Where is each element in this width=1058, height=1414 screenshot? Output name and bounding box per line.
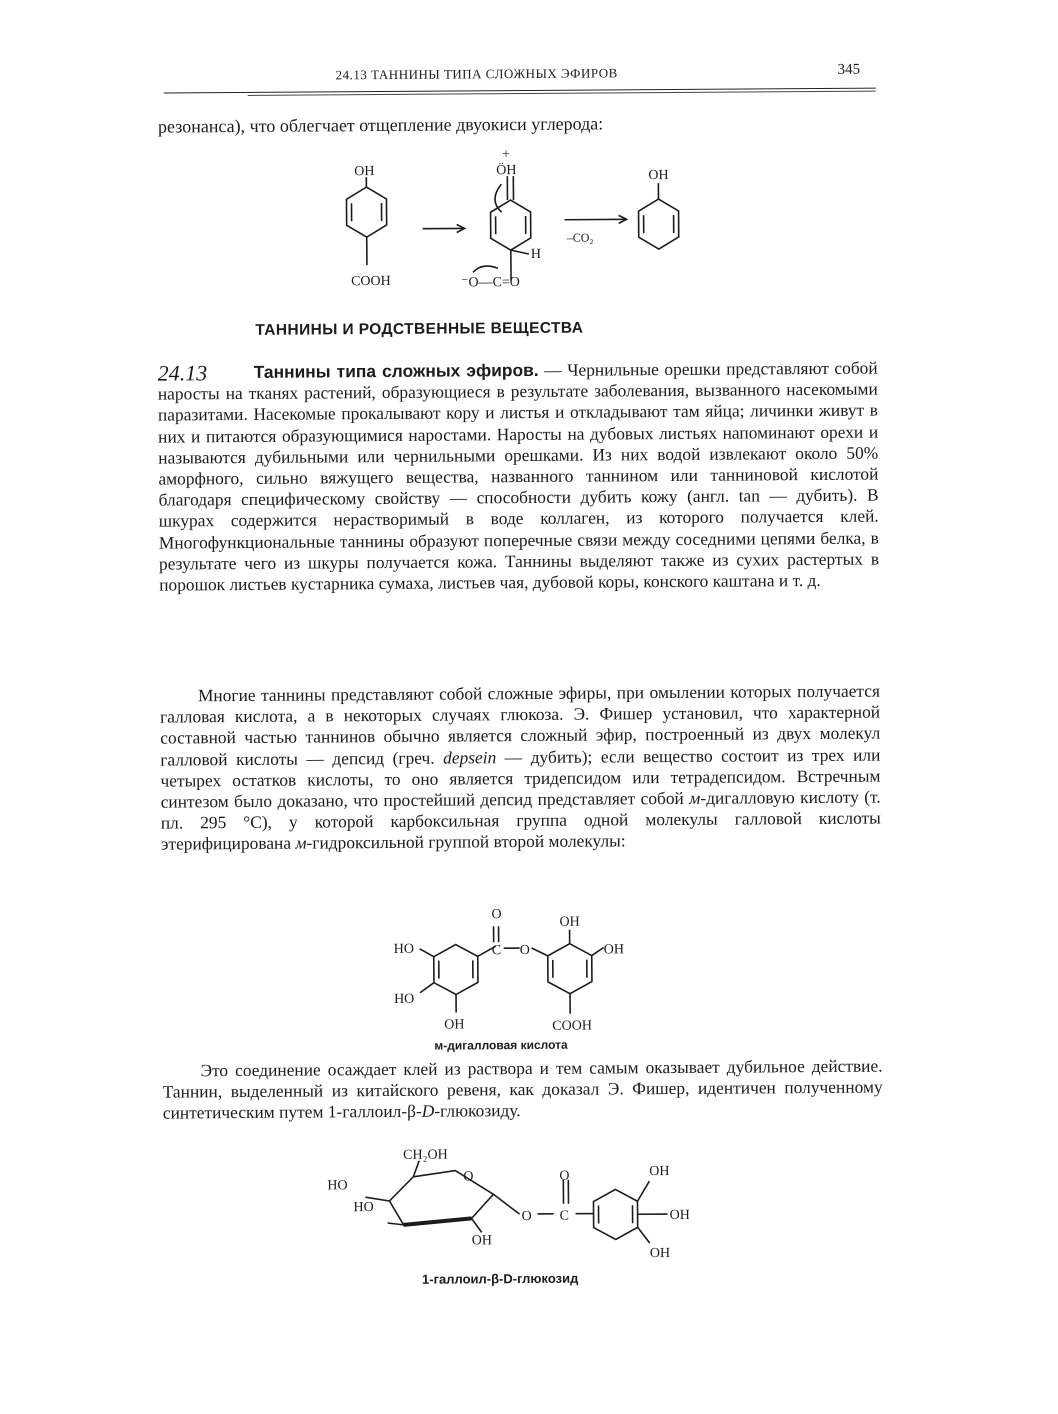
d-config: D bbox=[422, 1101, 435, 1121]
cooh-label-2: COOH bbox=[552, 1019, 592, 1034]
benzene-ring-1 bbox=[346, 187, 386, 237]
glucoside-caption: 1-галлоил-β-D-глюкозид bbox=[422, 1271, 578, 1287]
paragraph-3-text-b: -глюкозиду. bbox=[434, 1100, 520, 1121]
ho-label-2: HO bbox=[394, 992, 414, 1007]
ho-label-a: HO bbox=[327, 1178, 347, 1193]
carbonyl-o: O bbox=[491, 907, 501, 922]
ch2oh-label: CH₂OH bbox=[403, 1148, 448, 1163]
paragraph-2-text-a: Многие таннины представляют собой сложные эфиры, при омылении которых получается галловая кислота, а в некоторых случаях глюкоза. Э. Фишер установил, что характерной составной частью таннинов обычно является сложный эфир, построенный из двух молекул галловой кислоты — депсид (греч. bbox=[160, 681, 880, 770]
section-lead: Таннины типа сложных эфиров. bbox=[254, 360, 539, 382]
oh-label-d: OH bbox=[649, 1164, 669, 1179]
glucose-ring bbox=[389, 1170, 493, 1225]
ester-c: C bbox=[492, 943, 501, 958]
paragraph-3 bbox=[162, 1056, 882, 1125]
glycosidic-o: O bbox=[522, 1209, 532, 1224]
carbonyl-o-2: O bbox=[559, 1169, 569, 1184]
minus-co2-label: –CO₂ bbox=[566, 231, 594, 245]
meta-prefix-2: м bbox=[295, 833, 306, 853]
decarboxylation-scheme bbox=[296, 139, 717, 302]
oh-label-c: OH bbox=[472, 1233, 492, 1248]
intro-line: резонанса), что облегчает отщепление двуокиси углерода: bbox=[158, 113, 603, 137]
oh-label-top: OH bbox=[559, 915, 579, 930]
paragraph-2-text-b: — дубить); если вещество состоит из трех или четырех остатков кислоты, то оно является тридепсидом или тетрадепсидом. Встречным синтезом было доказано, что простейший депсид представляет собой bbox=[160, 744, 880, 811]
gallic-ring-1 bbox=[434, 944, 478, 994]
oh-label-3: OH bbox=[648, 168, 668, 183]
running-title: 24.13 ТАННИНЫ ТИПА СЛОЖНЫХ ЭФИРОВ bbox=[336, 65, 618, 83]
carboxylate-label: ⁻O—C=O bbox=[461, 275, 520, 290]
paragraph-2-text-d: -гидроксильной группой второй молекулы: bbox=[306, 831, 625, 853]
oh-plus-label: ÖH bbox=[496, 161, 516, 178]
digallic-acid-structure bbox=[381, 899, 642, 1059]
section-number: 24.13 bbox=[158, 360, 208, 386]
paragraph-2 bbox=[160, 681, 881, 856]
plus-charge: + bbox=[502, 147, 510, 162]
paragraph-2-text-c: -дигалловую кислоту (т. пл. 295 °С), у которой карбоксильная группа одной молекулы галловой кислоты этерифицирована bbox=[161, 787, 881, 854]
oh-label-bottom: OH bbox=[444, 1017, 464, 1032]
oh-label-f: OH bbox=[650, 1246, 670, 1261]
galloyl-ring bbox=[593, 1189, 637, 1239]
depsein-term: depsein bbox=[443, 747, 496, 767]
benzene-ring-3 bbox=[638, 199, 678, 249]
section-heading: ТАННИНЫ И РОДСТВЕННЫЕ ВЕЩЕСТВА bbox=[255, 320, 583, 340]
paragraph-1-text: — Чернильные орешки представляют собой наросты на тканях растений, образующиеся в результате заболевания, вызванного насекомыми паразитами. Насекомые прокалывают кору и листья и откладывают там яйца; личинки живут в них и питаются образующимися наростами. Наросты на дубовых листьях напоминают орехи и называются дубильными или чернильными орешками. Из них водой извлекают около 50% аморфного, сильно вяжущего вещества, названного таннином или танниновой кислотой благодаря специфическому свойству — способности дубить кожу (англ. tan — дубить). В шкурах содержится нерастворимый в воде коллаген, из которого получается клей. Многофункциональные таннины образуют поперечные связи между соседними цепями белка, в результате чего из шкуры получается кожа. Таннины выделяют также из сухих растертых в порошок листьев кустарника сумаха, листьев чая, дубовой коры, конского каштана и т. д. bbox=[158, 358, 879, 595]
paragraph-3-text-a: Это соединение осаждает клей из раствора и тем самым оказывает дубильное действие. Таннин, выделенный из китайского ревеня, как доказал Э. Фишер, идентичен полученному синтетическим путем 1-галлоил-β- bbox=[163, 1056, 883, 1123]
galloyl-glucoside-structure bbox=[323, 1139, 704, 1272]
page-number: 345 bbox=[838, 62, 861, 79]
gallic-ring-2 bbox=[548, 944, 592, 994]
ester-o: O bbox=[520, 943, 530, 958]
cooh-label: COOH bbox=[351, 274, 391, 289]
ho-label-b: HO bbox=[353, 1200, 373, 1215]
paragraph-1 bbox=[158, 358, 880, 596]
digallic-caption: м-дигалловая кислота bbox=[434, 1038, 567, 1053]
oh-label-right: OH bbox=[604, 942, 624, 957]
benzene-ring-2 bbox=[490, 200, 530, 250]
meta-prefix-1: м bbox=[689, 788, 700, 808]
oh-label-1: OH bbox=[354, 164, 374, 179]
oh-label-e: OH bbox=[670, 1208, 690, 1223]
ho-label-1: HO bbox=[394, 942, 414, 957]
ester-c-2: C bbox=[560, 1209, 569, 1224]
h-label: H bbox=[531, 247, 541, 262]
ring-o: O bbox=[463, 1169, 473, 1184]
